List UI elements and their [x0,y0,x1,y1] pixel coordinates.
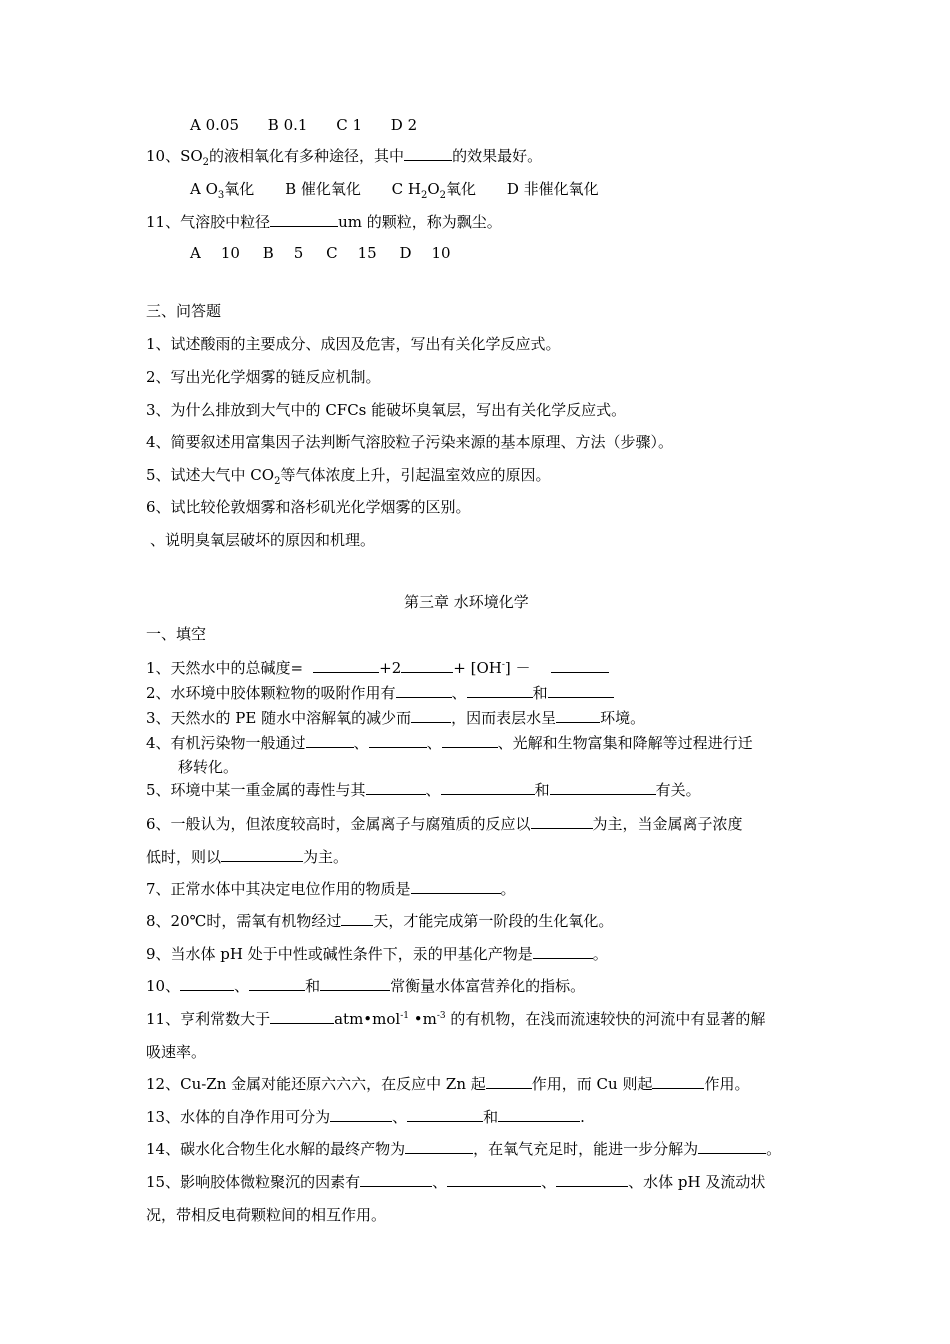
blank [313,658,379,673]
fill-q11-cont: 吸速率。 [146,1043,207,1061]
blank [551,658,609,673]
essay-q4: 4、简要叙述用富集因子法判断气溶胶粒子污染来源的基本原理、方法（步骤）。 [146,433,674,451]
fill-q15: 15、影响胶体微粒聚沉的因素有 、 、 、水体 pH 及流动状 [146,1173,766,1191]
blank [249,976,305,991]
blank [550,780,656,795]
blank [221,847,303,862]
blank [180,976,234,991]
q9-options [190,115,417,135]
blank [407,1107,483,1122]
blank [330,1107,392,1122]
blank [404,146,452,161]
blank [548,683,614,698]
blank [270,212,338,227]
section-heading: 三、问答题 [146,302,222,320]
question-11: 11、气溶胶中粒径 um 的颗粒，称为飘尘。 [146,213,502,231]
option-d: D 2 [390,116,418,134]
blank [369,733,427,748]
fill-q8: 8、20℃时，需氧有机物经过 天，才能完成第一阶段的生化氧化。 [146,912,614,930]
blank [556,708,600,723]
fill-q11: 11、亨利常数大于 atm•mol$^{-1}$ $•m^{-3}$ 的有机物，在浅而流速较快的河流中有显著的解 [146,1010,766,1028]
blank [442,733,498,748]
q10-options: A $O_3$氧化 B 催化氧化 C $H_2O_2$氧化 D 非催化氧化 [190,180,599,201]
fill-q5: 5、环境中某一重金属的毒性与其 、 和 有关。 [146,781,701,799]
blank [441,780,535,795]
chapter-title: 第三章 水环境化学 [404,593,529,611]
fill-q4: 4、有机污染物一般通过 、 、 、光解和生物富集和降解等过程进行迁 [146,734,753,752]
fill-q9: 9、当水体 pH 处于中性或碱性条件下，汞的甲基化产物是 。 [146,945,608,963]
blank [447,1172,541,1187]
blank [405,1139,473,1154]
option-a: A 0.05 [190,116,239,134]
essay-q2: 2、写出光化学烟雾的链反应机制。 [146,368,381,386]
blank [306,733,354,748]
blank [270,1009,334,1024]
blank [341,911,373,926]
essay-q3: 3、为什么排放到大气中的 CFCs 能破坏臭氧层，写出有关化学反应式。 [146,401,627,419]
fill-q7: 7、正常水体中其决定电位作用的物质是 。 [146,880,516,898]
fill-q6-cont: 低时，则以 为主。 [146,848,349,866]
q11-options: A 10 B 5 C 15 D 10 [190,244,451,262]
fill-q10: 10、 、 和 常衡量水体富营养化的指标。 [146,977,586,995]
blank [411,879,501,894]
section-heading: 一、填空 [146,625,207,643]
fill-q12: 12、Cu-Zn 金属对能还原六六六，在反应中 Zn 起 作用，而 Cu 则起 作用。 [146,1075,750,1093]
blank [360,1172,432,1187]
blank [652,1074,704,1089]
blank [411,708,451,723]
blank [366,780,426,795]
essay-q1: 1、试述酸雨的主要成分、成因及危害，写出有关化学反应式。 [146,335,561,353]
blank [531,814,593,829]
blank [533,944,593,959]
fill-q3: 3、天然水的 PE 随水中溶解氧的减少而 ，因而表层水呈 环境。 [146,709,646,727]
fill-q13: 13、水体的自净作用可分为 、 和 . [146,1108,585,1126]
blank [467,683,533,698]
blank [698,1139,766,1154]
blank [498,1107,580,1122]
fill-q6: 6、一般认为，但浓度较高时，金属离子与腐殖质的反应以 为主，当金属离子浓度 [146,815,743,833]
option-c: C 1 [336,116,363,134]
blank [396,683,452,698]
fill-q1: 1、天然水中的总碱度= +2 + [OH-] － [146,658,609,678]
blank [556,1172,628,1187]
fill-q2: 2、水环境中胶体颗粒物的吸附作用有 、 和 [146,683,614,703]
fill-q4-cont: 移转化。 [178,758,239,776]
blank [401,658,453,673]
essay-q6: 6、试比较伦敦烟雾和洛杉矶光化学烟雾的区别。 [146,498,471,516]
fill-q14: 14、碳水化合物生化水解的最终产物为 ，在氧气充足时，能进一步分解为 。 [146,1140,782,1158]
blank [320,976,390,991]
blank [486,1074,532,1089]
essay-q7: 、说明臭氧层破坏的原因和机理。 [150,531,376,549]
option-b: B 0.1 [267,116,308,134]
essay-q5: 5、试述大气中 $CO_2$等气体浓度上升，引起温室效应的原因。 [146,466,551,487]
question-10: 10、$SO_2$的液相氧化有多种途径，其中 的效果最好。 [146,147,543,168]
fill-q15-cont: 况，带相反电荷颗粒间的相互作用。 [146,1206,387,1224]
